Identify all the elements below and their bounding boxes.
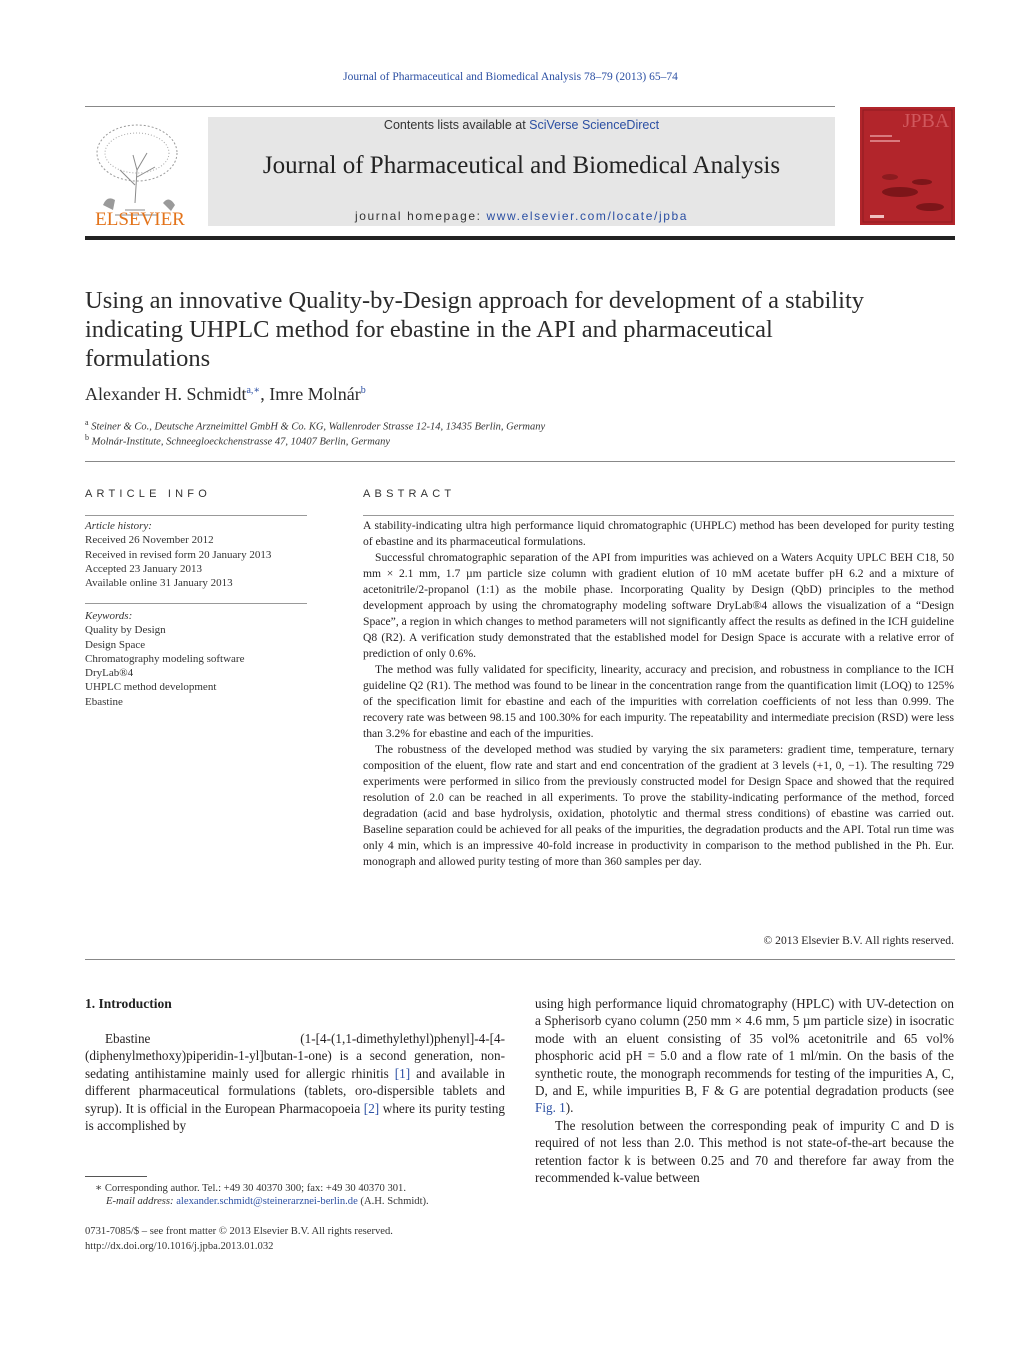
homepage-link[interactable]: www.elsevier.com/locate/jpba bbox=[486, 209, 689, 223]
intro-paragraph-1 bbox=[85, 1030, 505, 1134]
email-link[interactable]: alexander.schmidt@steinerarznei-berlin.de bbox=[176, 1196, 358, 1207]
journal-cover-thumbnail[interactable] bbox=[860, 107, 955, 225]
abstract-bottom-rule bbox=[85, 959, 955, 960]
abstract-paragraph: The method was fully validated for specificity, linearity, accuracy and precision, and robustness in compliance to the ICH guideline Q2 (R1). The method was found to be linear in the concentration range from the quantification limit (LOQ) to 125% of the specification limit for ebastine and each of the impurities with correlation coefficients of not less than 0.999. The recovery rate was between 98.15 and 100.30% for each impurity. The repeatability and intermediate precision (RSD) were less than 3.2% for ebastine and each of the impurities. bbox=[363, 663, 954, 740]
footnote-rule bbox=[85, 1176, 147, 1177]
journal-citation[interactable]: Journal of Pharmaceutical and Biomedical Analysis 78–79 (2013) 65–74 bbox=[343, 71, 678, 83]
elsevier-logo bbox=[85, 115, 195, 230]
history-revised: Received in revised form 20 January 2013 bbox=[85, 548, 272, 561]
article-info-rule-1 bbox=[85, 515, 307, 516]
journal-homepage bbox=[208, 209, 835, 223]
intro-text: and available in different pharmaceutical formulations (tablets, oro-dispersible tablets and syrup). It is official in the European Pharmacopoeia bbox=[85, 1065, 506, 1116]
keyword-item: UHPLC method development bbox=[85, 681, 217, 694]
keyword-item: DryLab®4 bbox=[85, 667, 134, 680]
keyword-item: Chromatography modeling software bbox=[85, 652, 245, 665]
affiliation-a-mark: a bbox=[85, 418, 89, 427]
header-bottom-rule bbox=[85, 236, 955, 240]
author-schmidt[interactable]: Alexander H. Schmidt bbox=[85, 384, 247, 404]
keyword-item: Ebastine bbox=[85, 695, 123, 708]
cover-art bbox=[860, 107, 955, 225]
history-online: Available online 31 January 2013 bbox=[85, 577, 233, 590]
contents-line bbox=[208, 118, 835, 132]
journal-name: Journal of Pharmaceutical and Biomedical Analysis bbox=[262, 152, 781, 179]
abstract-paragraph: Successful chromatographic separation of the API from impurities was achieved on a Waters Acquity UPLC BEH C18, 50 mm × 2.1 mm, 1.7 µm particle size column with gradient elution of 10 mM acetate buffer pH 6.2 and a mixture of acetonitrile/2-propanol (1:1) as the mobile phase. Incorporating Quality by Design (QbD) principles to the method development approach by using the chromatography modeling software DryLab®4 allows the visualization of a “Design Space”, a region in which changes to method parameters will not significantly affect the results as defined in the ICH guideline Q8 (R2). A verification study demonstrated that the established model for Design Space is accurate with a relative error of prediction of only 0.6%. bbox=[363, 551, 954, 660]
email-suffix: (A.H. Schmidt). bbox=[357, 1196, 429, 1207]
keywords-label: Keywords: bbox=[85, 610, 133, 622]
keyword-item: Quality by Design bbox=[85, 624, 166, 637]
intro-text: ). bbox=[565, 1100, 574, 1116]
introduction-heading: 1. Introduction bbox=[85, 996, 172, 1011]
reference-2-link[interactable]: [2] bbox=[363, 1100, 380, 1116]
corresponding-author-note: ∗ Corresponding author. Tel.: +49 30 40370 300; fax: +49 30 40370 301. bbox=[95, 1183, 406, 1194]
doi-link[interactable]: http://dx.doi.org/10.1016/j.jpba.2013.01.032 bbox=[85, 1241, 274, 1252]
intro-text: Ebastine (1-[4-(1,1-dimethylethyl)phenyl]-4-[4-(diphenylmethoxy)piperidin-1-yl]butan-1-one) is a second generation, non-sedating antihistamine mainly used for allergic rhinitis bbox=[85, 1031, 505, 1081]
intro-text: where its purity testing is accomplished by bbox=[85, 1100, 505, 1134]
author-list bbox=[85, 384, 366, 405]
contents-prefix: Contents lists available at bbox=[383, 118, 530, 132]
issn-line: 0731-7085/$ – see front matter © 2013 Elsevier B.V. All rights reserved. bbox=[85, 1226, 393, 1237]
email-label: E-mail address: bbox=[106, 1196, 174, 1207]
cover-title: JPBA bbox=[902, 110, 950, 132]
abstract-body bbox=[363, 518, 954, 870]
homepage-prefix: journal homepage: bbox=[354, 209, 487, 223]
keyword-item: Design Space bbox=[85, 638, 146, 651]
affiliation-a bbox=[85, 418, 545, 433]
article-title: Using an innovative Quality-by-Design approach for development of a stability indicating UHPLC method for ebastine in the API and pharmaceutical formulations bbox=[85, 287, 865, 372]
title-block-rule bbox=[85, 461, 955, 462]
author-separator: , bbox=[260, 384, 270, 404]
article-info-heading: ARTICLE INFO bbox=[85, 488, 211, 500]
author-schmidt-marks[interactable]: a,∗ bbox=[246, 385, 261, 396]
keywords-block bbox=[85, 609, 310, 709]
intro-left-column bbox=[85, 1030, 505, 1134]
abstract-copyright: © 2013 Elsevier B.V. All rights reserved. bbox=[763, 934, 954, 947]
intro-right-column bbox=[535, 995, 954, 1186]
abstract-rule bbox=[363, 515, 954, 516]
author-molnar[interactable]: Imre Molnár bbox=[269, 384, 361, 404]
header-top-rule bbox=[85, 106, 835, 107]
author-molnar-marks[interactable]: b bbox=[360, 385, 366, 396]
elsevier-wordmark: ELSEVIER bbox=[95, 209, 185, 230]
abstract-paragraph: A stability-indicating ultra high performance liquid chromatographic (UHPLC) method has been developed for purity testing of ebastine and its pharmaceutical formulations. bbox=[363, 519, 954, 548]
affiliation-b bbox=[85, 433, 390, 448]
intro-text: using high performance liquid chromatography (HPLC) with UV-detection on a Spherisorb cyano column (250 mm × 4.6 mm, 5 µm particle size) in isocratic mode with an eluent consisting of 35 vol% acetonitrile and 65 vol% phosphoric acid pH = 5.0 and a flow rate of 1 ml/min. On the basis of the synthetic route, the monograph recommends for testing of the impurities A, C, D, and E, while impurities B, F & G are potential degradation products (see bbox=[535, 996, 954, 1099]
email-note bbox=[106, 1196, 429, 1207]
figure-1-link[interactable]: Fig. 1 bbox=[535, 1100, 566, 1116]
article-info-rule-2 bbox=[85, 603, 307, 604]
abstract-paragraph: The robustness of the developed method was studied by varying the six parameters: gradient time, temperature, ternary composition of the eluent, flow rate and start and end concentration of the gradient at 3 levels (+1, 0, −1). The resulting 729 experiments were performed in silico from the previously constructed model for Design Space and showed that the required resolution of 2.0 can be reached in all experiments. To prove the stability-indicating performance of the method, forced degradation (acid and base hydrolysis, oxidation, photolytic and thermal stress conditions) of ebastine was carried out. Baseline separation could be achieved for all peaks of the impurities, the degradation products and the API. Total run time was only 4 min, which is an impressive 40-fold increase in productivity in comparison to the method published in the Ph. Eur. monograph and allowed purity testing of more than 360 samples per day. bbox=[363, 743, 954, 868]
article-history bbox=[85, 519, 310, 590]
intro-paragraph-2: The resolution between the corresponding peak of impurity C and D is required of not less than 2.0. This method is not state-of-the-art because the retention factor k is between 0.25 and 70 and therefore far away from the recommended k-value between bbox=[535, 1117, 954, 1186]
history-received: Received 26 November 2012 bbox=[85, 534, 214, 547]
history-label: Article history: bbox=[85, 520, 152, 532]
affiliation-b-mark: b bbox=[85, 433, 89, 442]
affiliation-a-text: Steiner & Co., Deutsche Arzneimittel GmbH & Co. KG, Wallenroder Strasse 12-14, 13435 Berlin, Germany bbox=[91, 421, 546, 433]
affiliation-b-text: Molnár-Institute, Schneegloeckchenstrasse 47, 10407 Berlin, Germany bbox=[91, 436, 391, 448]
intro-paragraph-1-cont bbox=[535, 995, 954, 1117]
reference-1-link[interactable]: [1] bbox=[394, 1065, 411, 1081]
history-accepted: Accepted 23 January 2013 bbox=[85, 562, 202, 575]
sciencedirect-link[interactable]: SciVerse ScienceDirect bbox=[529, 118, 660, 132]
abstract-heading: ABSTRACT bbox=[363, 488, 456, 500]
